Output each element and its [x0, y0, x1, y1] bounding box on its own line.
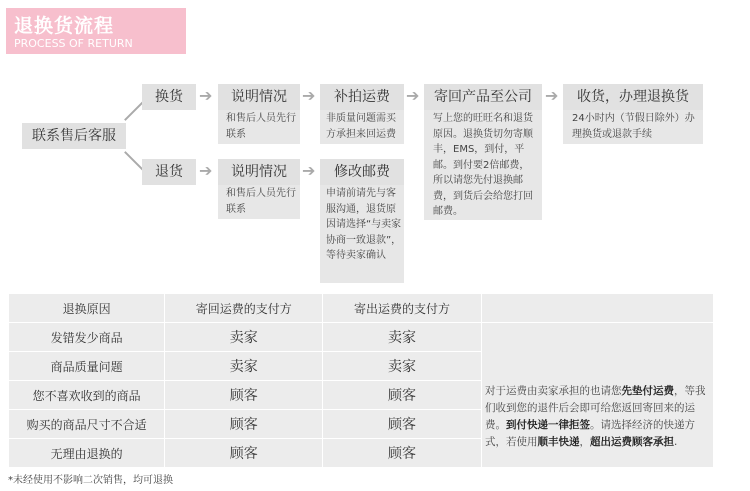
- table-header: 寄出运费的支付方: [323, 294, 481, 323]
- refund-node: 退货: [142, 159, 196, 185]
- arrow-icon: ➔: [302, 86, 316, 105]
- refund-step-2-title: 修改邮费: [320, 159, 404, 185]
- note-text: .: [674, 436, 678, 448]
- note-text: ，: [579, 436, 590, 448]
- note-bold: 超出运费顾客承担: [590, 436, 674, 448]
- connector-up: [124, 101, 144, 121]
- freight-note: [485, 383, 709, 451]
- exchange-step-1-title: 说明情况: [218, 84, 300, 110]
- table-cell: 卖家: [323, 352, 481, 381]
- arrow-icon: ➔: [199, 161, 213, 180]
- refund-step-1-desc: 和售后人员先行联系: [226, 188, 296, 215]
- table-header: 寄回运费的支付方: [165, 294, 323, 323]
- note-bold: 先垫付运费: [621, 385, 674, 397]
- note-text: ，等我们收到您的退件后会即可给您返回寄回来的运费。: [485, 385, 706, 431]
- table-cell: 顾客: [165, 410, 323, 439]
- connector-down: [124, 151, 144, 171]
- table-cell: 卖家: [323, 323, 481, 352]
- note-text: 对于运费由卖家承担的也请您: [485, 385, 622, 397]
- table-cell: 顾客: [323, 381, 481, 410]
- contact-service-node: 联系售后客服: [22, 123, 126, 149]
- exchange-step-4-desc: 24小时内（节假日除外）办理换货或退款手续: [572, 113, 695, 140]
- note-text: 。请选择经济的快递方式，若使用: [485, 419, 695, 448]
- table-cell: 购买的商品尺寸不合适: [9, 410, 165, 439]
- table-header-empty: [481, 294, 713, 323]
- note-bold: 顺丰快递: [537, 436, 580, 448]
- refund-step-2-desc: 申请前请先与客服沟通，退货原因请选择“与卖家协商一致退款”，等待卖家确认: [326, 188, 402, 261]
- arrow-icon: ➔: [199, 86, 213, 105]
- note-bold: 到付快递一律拒签: [506, 419, 590, 431]
- table-cell: 顾客: [165, 381, 323, 410]
- exchange-step-2-title: 补拍运费: [320, 84, 404, 110]
- table-row: [9, 323, 714, 352]
- page-subtitle: PROCESS OF RETURN: [14, 37, 133, 50]
- arrow-icon: ➔: [302, 161, 316, 180]
- exchange-node: 换货: [142, 84, 196, 110]
- table-cell: 顾客: [165, 439, 323, 468]
- table-cell: 顾客: [323, 439, 481, 468]
- arrow-icon: ➔: [545, 86, 559, 105]
- exchange-step-1-desc: 和售后人员先行联系: [226, 113, 296, 140]
- table-cell: 卖家: [165, 352, 323, 381]
- page-title: 退换货流程: [14, 15, 115, 37]
- table-header: 退换原因: [9, 294, 165, 323]
- exchange-step-3-title: 寄回产品至公司: [424, 84, 542, 110]
- refund-step-1-title: 说明情况: [218, 159, 300, 185]
- table-cell: 卖家: [165, 323, 323, 352]
- footnote: *未经使用不影响二次销售，均可退换: [8, 475, 173, 486]
- table-cell: 商品质量问题: [9, 352, 165, 381]
- table-cell: 发错发少商品: [9, 323, 165, 352]
- table-cell: 顾客: [323, 410, 481, 439]
- table-cell: 您不喜欢收到的商品: [9, 381, 165, 410]
- exchange-step-3-desc: 写上您的旺旺名和退货原因。退换货切勿寄顺丰，EMS，到付，平邮。到付要2倍邮费，所以请您先付退换邮费，到货后会给您打回邮费。: [433, 113, 533, 217]
- exchange-step-4-title: 收货，办理退换货: [563, 84, 703, 110]
- arrow-icon: ➔: [406, 86, 420, 105]
- exchange-step-2-desc: 非质量问题需买方承担来回运费: [326, 113, 396, 140]
- table-cell: 无理由退换的: [9, 439, 165, 468]
- header-banner: [6, 8, 186, 54]
